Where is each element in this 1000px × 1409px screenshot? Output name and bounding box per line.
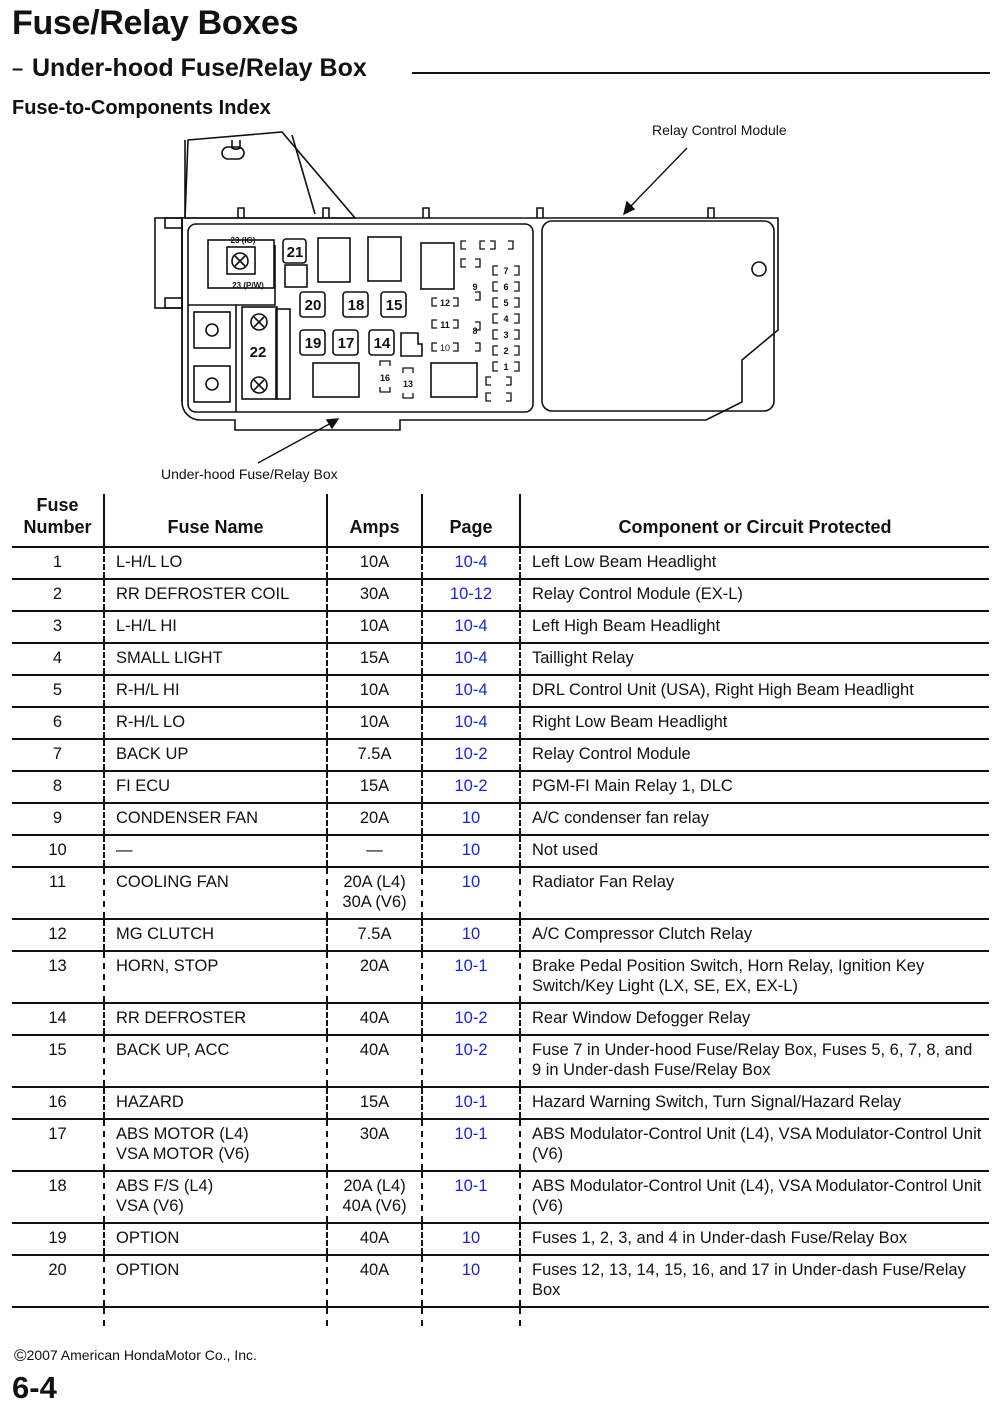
page-link-cell[interactable]: 10 [422,867,520,919]
fuse-number-cell: 15 [12,1035,104,1087]
tail-cell [520,1307,989,1326]
fuse-name-cell [104,951,327,1003]
page-link-cell[interactable]: 10-4 [422,675,520,707]
fuse-name-cell [104,803,327,835]
fuse-name-line: COOLING FAN [116,873,229,891]
tail-cell [327,1307,422,1326]
fuse-number-cell: 11 [12,867,104,919]
fuse-name-line: MG CLUTCH [116,925,215,943]
page-link-cell[interactable]: 10-4 [422,643,520,675]
amps-cell [327,1087,422,1119]
component-cell: Rear Window Defogger Relay [520,1003,989,1035]
fuse-name-line: BACK UP [116,745,189,763]
fuse-index-table [12,494,989,1326]
fuse-name-cell [104,739,327,771]
page-link-cell[interactable]: 10 [422,919,520,951]
amps-line: — [366,841,383,859]
amps-cell [327,1223,422,1255]
fuse-7-label: 7 [503,266,509,276]
fuse-14-label: 14 [373,335,391,352]
fuse-name-line: R-H/L HI [116,681,180,699]
fuse-name-line: BACK UP, ACC [116,1041,230,1059]
table-header-row [12,494,989,547]
fuse-5-label: 5 [503,298,509,308]
component-cell: Left High Beam Headlight [520,611,989,643]
fuse-name-cell [104,579,327,611]
header-fuse-number [12,494,104,547]
component-cell: Right Low Beam Headlight [520,707,989,739]
header-fuse-line2: Number [23,517,92,537]
page-link-cell[interactable]: 10-1 [422,1119,520,1171]
table-row [12,835,989,867]
component-cell: A/C Compressor Clutch Relay [520,919,989,951]
page-link-cell[interactable]: 10 [422,1255,520,1307]
component-cell: Brake Pedal Position Switch, Horn Relay, Ignition Key Switch/Key Light (LX, SE, EX, EX-L) [520,951,989,1003]
page-link-cell[interactable]: 10-1 [422,951,520,1003]
component-cell: Hazard Warning Switch, Turn Signal/Hazard Relay [520,1087,989,1119]
fuse-name-cell [104,1003,327,1035]
fuse-number-cell: 20 [12,1255,104,1307]
amps-cell [327,803,422,835]
fuse-name-line: HAZARD [116,1093,184,1111]
component-cell: Not used [520,835,989,867]
amps-cell [327,707,422,739]
fuse-name-cell [104,547,327,579]
fuse-name-cell [104,771,327,803]
fuse-name-line: FI ECU [116,777,171,795]
amps-cell [327,547,422,579]
amps-line: 40A [359,1229,390,1247]
fuse-name-line: R-H/L LO [116,713,186,731]
page-link-cell[interactable]: 10-4 [422,707,520,739]
amps-cell [327,951,422,1003]
header-amps: Amps [327,494,422,547]
fuse-name-line: SMALL LIGHT [116,649,223,667]
fuse-name-line: VSA MOTOR (V6) [116,1145,250,1163]
amps-cell [327,1119,422,1171]
component-cell: ABS Modulator-Control Unit (L4), VSA Modulator-Control Unit (V6) [520,1119,989,1171]
fuse-name-line: ABS F/S (L4) [116,1177,214,1195]
page-link-cell[interactable]: 10-2 [422,1035,520,1087]
fuse-name-cell [104,707,327,739]
amps-line: 10A [359,617,390,635]
table-row [12,739,989,771]
fuse-3-label: 3 [503,330,509,340]
copyright [14,1346,257,1366]
component-cell: Fuse 7 in Under-hood Fuse/Relay Box, Fuses 5, 6, 7, 8, and 9 in Under-dash Fuse/Relay Box [520,1035,989,1087]
table-row [12,1171,989,1223]
amps-line: 40A [359,1041,390,1059]
fuse-box-diagram [0,0,1000,490]
fuse-18-label: 18 [347,297,365,314]
amps-cell [327,643,422,675]
amps-line: 40A [359,1261,390,1279]
component-cell: DRL Control Unit (USA), Right High Beam Headlight [520,675,989,707]
fuse-15-label: 15 [385,297,403,314]
fuse-name-cell [104,1119,327,1171]
amps-line: 7.5A [357,925,392,943]
table-row [12,1003,989,1035]
table-row [12,919,989,951]
page-link-cell[interactable]: 10 [422,803,520,835]
under-hood-box-callout: Under-hood Fuse/Relay Box [161,466,338,482]
page-link-cell[interactable]: 10 [422,835,520,867]
table-row [12,803,989,835]
amps-cell [327,1255,422,1307]
relay-control-module-callout: Relay Control Module [652,122,787,138]
fuse-number-cell: 2 [12,579,104,611]
fuse-16-label: 16 [379,373,391,383]
component-cell: Left Low Beam Headlight [520,547,989,579]
table-tail-row [12,1307,989,1326]
component-cell: Fuses 12, 13, 14, 15, 16, and 17 in Under-dash Fuse/Relay Box [520,1255,989,1307]
table-row [12,951,989,1003]
page-title: Fuse/Relay Boxes [12,4,299,42]
amps-line: 15A [359,1093,390,1111]
fuse-name-line: L-H/L LO [116,553,183,571]
page-number: 6-4 [12,1370,57,1405]
fuse-number-cell: 17 [12,1119,104,1171]
table-row [12,1119,989,1171]
fuse-number-cell: 10 [12,835,104,867]
amps-cell [327,867,422,919]
fuse-number-cell: 19 [12,1223,104,1255]
amps-line: 20A [359,957,390,975]
fuse-number-cell: 5 [12,675,104,707]
fuse-8-label: 8 [472,326,478,336]
fuse-6-label: 6 [503,282,509,292]
fuse-1-label: 1 [503,362,509,372]
fuse-name-cell [104,1171,327,1223]
fuse-23-ig-label: 23 (IG) [230,236,256,245]
section-heading: Fuse-to-Components Index [12,97,271,119]
fuse-number-cell: 8 [12,771,104,803]
amps-line: 15A [359,649,390,667]
table-row [12,1035,989,1087]
header-fuse-line1: Fuse [36,495,79,515]
subtitle: Under-hood Fuse/Relay Box [32,54,367,82]
table-row [12,547,989,579]
fuse-name-cell [104,919,327,951]
amps-cell [327,1171,422,1223]
tail-cell [104,1307,327,1326]
fuse-12-label: 12 [439,298,451,308]
component-cell: PGM-FI Main Relay 1, DLC [520,771,989,803]
fuse-name-cell [104,1255,327,1307]
amps-line: 30A (V6) [342,893,407,911]
fuse-4-label: 4 [503,314,509,324]
amps-line: 40A [359,1009,390,1027]
amps-cell [327,739,422,771]
page-link-cell[interactable]: 10 [422,1223,520,1255]
fuse-name-line: ABS MOTOR (L4) [116,1125,249,1143]
table-row [12,867,989,919]
fuse-19-label: 19 [304,335,322,352]
fuse-13-label: 13 [402,379,414,389]
copyright-text: 2007 American HondaMotor Co., Inc. [26,1347,257,1363]
fuse-name-line: VSA (V6) [116,1197,184,1215]
amps-cell [327,1003,422,1035]
table-row [12,1255,989,1307]
page-link-cell[interactable]: 10-1 [422,1171,520,1223]
fuse-21-label: 21 [286,244,304,261]
fuse-number-cell: 12 [12,919,104,951]
fuse-name-line: RR DEFROSTER [116,1009,247,1027]
fuse-name-cell [104,835,327,867]
table-row [12,579,989,611]
component-cell: Relay Control Module (EX-L) [520,579,989,611]
table-row [12,1223,989,1255]
amps-line: 10A [359,681,390,699]
page-link-cell[interactable]: 10-2 [422,1003,520,1035]
page-link-cell[interactable]: 10-4 [422,547,520,579]
fuse-name-cell [104,643,327,675]
amps-cell [327,835,422,867]
component-cell: Radiator Fan Relay [520,867,989,919]
component-cell: Fuses 1, 2, 3, and 4 in Under-dash Fuse/Relay Box [520,1223,989,1255]
fuse-number-cell: 18 [12,1171,104,1223]
fuse-11-label: 11 [440,320,450,330]
page-link-cell[interactable]: 10-1 [422,1087,520,1119]
fuse-name-line: — [116,841,133,859]
tail-cell [12,1307,104,1326]
table-row [12,1087,989,1119]
subtitle-dash: – [12,58,24,80]
page-link-cell[interactable]: 10-12 [422,579,520,611]
amps-cell [327,611,422,643]
fuse-number-cell: 4 [12,643,104,675]
fuse-name-line: L-H/L HI [116,617,177,635]
amps-line: 10A [359,553,390,571]
fuse-name-cell [104,611,327,643]
amps-line: 20A [359,809,390,827]
fuse-20-label: 20 [304,297,322,314]
tail-cell [422,1307,520,1326]
fuse-name-line: OPTION [116,1229,180,1247]
amps-cell [327,771,422,803]
fuse-name-line: HORN, STOP [116,957,219,975]
fuse-name-line: RR DEFROSTER COIL [116,585,290,603]
fuse-name-cell [104,1223,327,1255]
fuse-number-cell: 7 [12,739,104,771]
fuse-name-line: CONDENSER FAN [116,809,259,827]
page-link-cell[interactable]: 10-4 [422,611,520,643]
table-row [12,675,989,707]
amps-cell [327,919,422,951]
fuse-9-label: 9 [472,282,478,292]
header-page: Page [422,494,520,547]
amps-cell [327,579,422,611]
table-row [12,707,989,739]
amps-line: 10A [359,713,390,731]
component-cell: ABS Modulator-Control Unit (L4), VSA Modulator-Control Unit (V6) [520,1171,989,1223]
amps-line: 20A (L4) [343,873,406,891]
amps-line: 40A (V6) [342,1197,407,1215]
fuse-2-label: 2 [503,346,509,356]
fuse-name-cell [104,675,327,707]
component-cell: Taillight Relay [520,643,989,675]
page-link-cell[interactable]: 10-2 [422,771,520,803]
header-fuse-name: Fuse Name [104,494,327,547]
copyright-symbol: © [14,1346,27,1365]
fuse-number-cell: 3 [12,611,104,643]
fuse-23-pw-label: 23 (P/W) [232,281,264,290]
amps-line: 7.5A [357,745,392,763]
fuse-17-label: 17 [337,335,355,352]
amps-cell [327,675,422,707]
table-row [12,771,989,803]
table-row [12,611,989,643]
fuse-number-cell: 13 [12,951,104,1003]
page-link-cell[interactable]: 10-2 [422,739,520,771]
fuse-number-cell: 9 [12,803,104,835]
table-row [12,643,989,675]
fuse-name-cell [104,867,327,919]
amps-line: 15A [359,777,390,795]
fuse-10-label: 10 [439,343,451,353]
fuse-number-cell: 16 [12,1087,104,1119]
fuse-number-cell: 1 [12,547,104,579]
fuse-22-label: 22 [249,344,267,361]
fuse-number-cell: 6 [12,707,104,739]
amps-cell [327,1035,422,1087]
amps-line: 20A (L4) [343,1177,406,1195]
component-cell: A/C condenser fan relay [520,803,989,835]
fuse-name-cell [104,1035,327,1087]
fuse-name-cell [104,1087,327,1119]
header-component: Component or Circuit Protected [520,494,989,547]
fuse-number-cell: 14 [12,1003,104,1035]
component-cell: Relay Control Module [520,739,989,771]
amps-line: 30A [359,1125,390,1143]
fuse-name-line: OPTION [116,1261,180,1279]
amps-line: 30A [359,585,390,603]
